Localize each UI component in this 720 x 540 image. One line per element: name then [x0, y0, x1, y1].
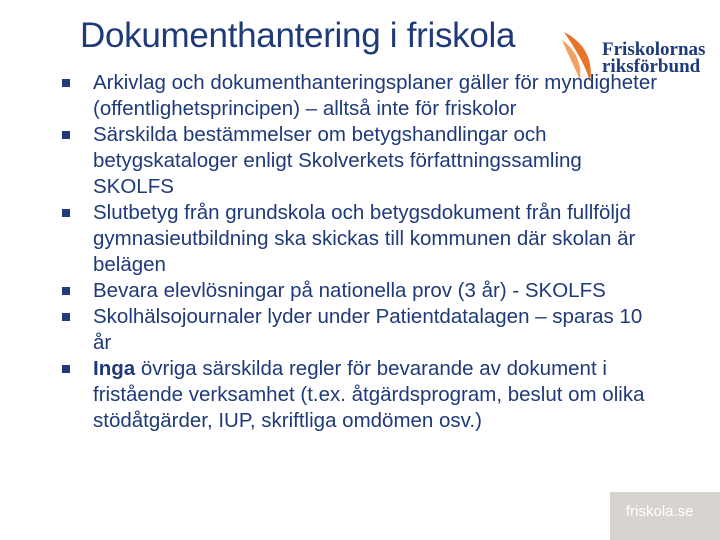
bullet-text: Särskilda bestämmelser om betygshandlingar och betygskataloger enligt Skolverkets författningssamling SKOLFS	[93, 123, 582, 198]
bullet-text: Arkivlag och dokumenthanteringsplaner gäller för myndigheter (offentlighetsprincipen) – alltså inte för friskolor	[93, 71, 658, 120]
bullet-text: övriga särskilda regler för bevarande av dokument i fristående verksamhet (t.ex. åtgärdsprogram, beslut om olika stödåtgärder, IUP, skriftliga omdömen osv.)	[93, 357, 645, 432]
bullet-item	[62, 70, 662, 122]
bullet-item	[62, 356, 662, 434]
square-bullet-icon	[62, 287, 70, 295]
bullet-bold-text: Inga	[93, 357, 136, 380]
square-bullet-icon	[62, 131, 70, 139]
bullet-text: Skolhälsojournaler lyder under Patientdatalagen – sparas 10 år	[93, 305, 643, 354]
bullet-list	[62, 70, 662, 434]
bullet-item	[62, 278, 662, 304]
slide-title: Dokumenthantering i friskola	[80, 16, 516, 55]
bullet-text: Slutbetyg från grundskola och betygsdokument från fullföljd gymnasieutbildning ska skickas till kommunen där skolan är belägen	[93, 201, 636, 276]
bullet-item	[62, 200, 662, 278]
bullet-item	[62, 304, 662, 356]
square-bullet-icon	[62, 365, 70, 373]
square-bullet-icon	[62, 209, 70, 217]
bullet-item	[62, 122, 662, 200]
square-bullet-icon	[62, 79, 70, 87]
logo-text-line1: Friskolornas	[602, 39, 706, 60]
footer-website: friskola.se	[626, 503, 694, 520]
logo-text-line2: riksförbund	[602, 56, 701, 77]
bullet-text: Bevara elevlösningar på nationella prov (3 år) - SKOLFS	[93, 279, 606, 302]
square-bullet-icon	[62, 313, 70, 321]
